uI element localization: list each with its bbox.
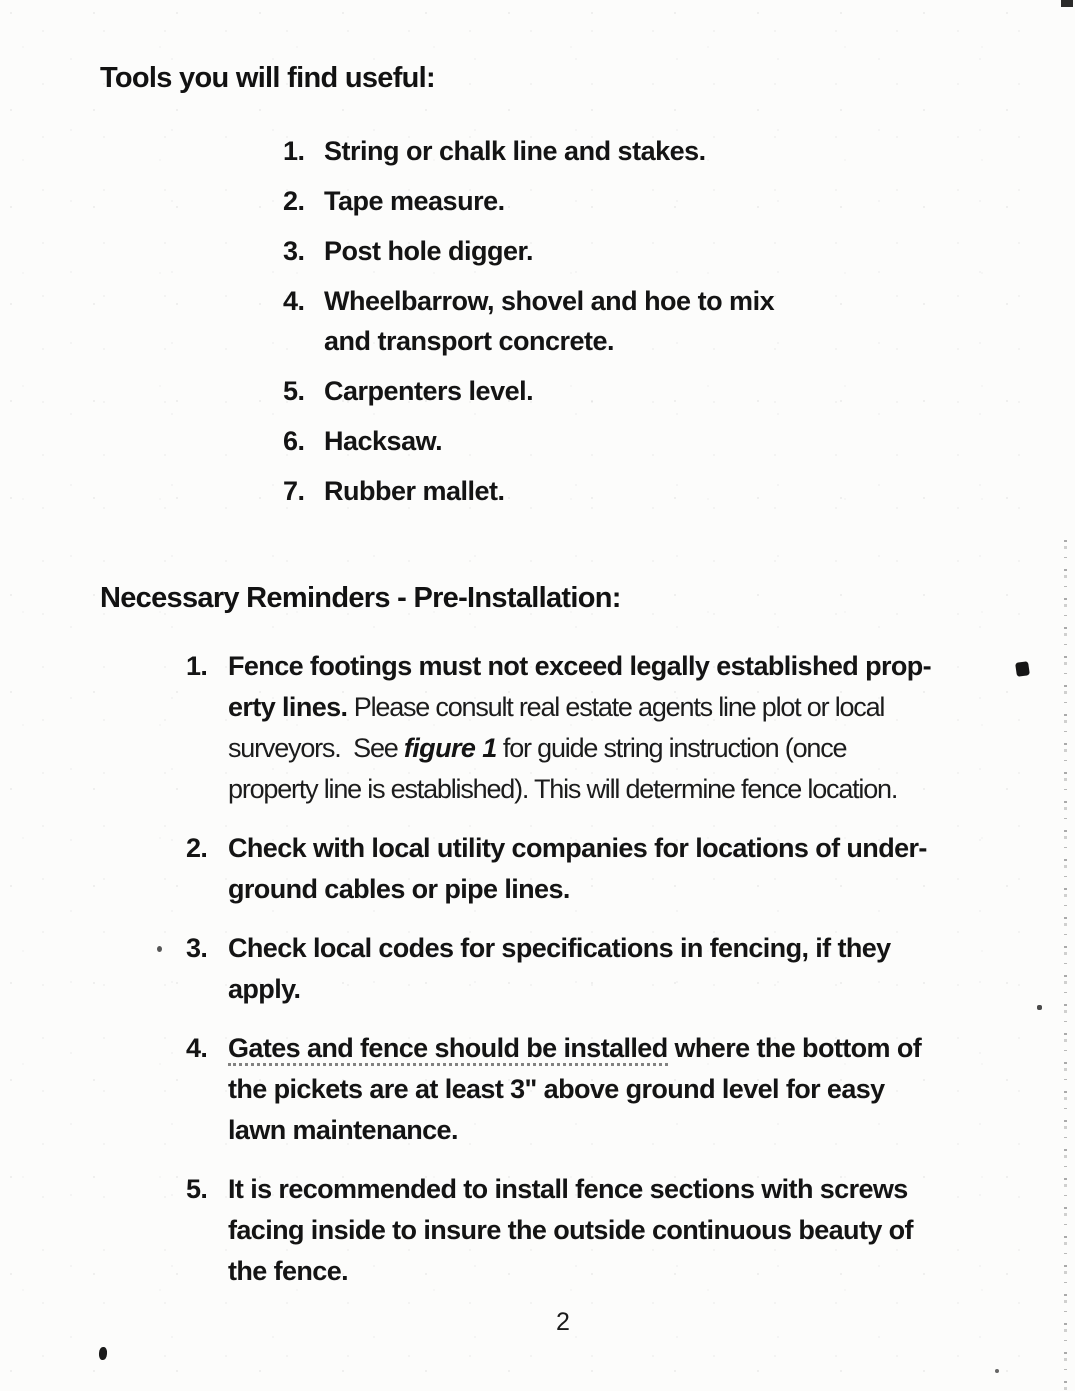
list-item-text: the fence. [228,1256,349,1286]
list-item-text: for guide string instruction (once [496,733,847,763]
list-item-text: and transport concrete. [324,326,615,356]
list-item-number: 3. [186,933,208,963]
list-item-text-bold: erty lines. [228,692,348,722]
reminders-list [186,646,1056,1310]
scan-artifact-speck [1037,1005,1042,1010]
scan-artifact-speck [99,1347,108,1361]
scan-artifact-corner-mark [1061,0,1073,7]
scan-artifact-speck [995,1369,999,1373]
list-item-text: surveyors. See [228,733,404,763]
list-item-text: Carpenters level. [324,376,534,406]
list-item [186,928,1056,1010]
tools-list [283,131,843,521]
list-item [186,646,1056,810]
list-item-text: It is recommended to install fence sections with screws [228,1174,908,1204]
list-item-number: 4. [283,286,305,316]
list-item-text: where the bottom of [667,1033,922,1063]
list-item-text: String or chalk line and stakes. [324,136,706,166]
list-item-text: facing inside to insure the outside continuous beauty of [228,1215,913,1245]
list-item-text: Wheelbarrow, shovel and hoe to mix [324,286,775,316]
list-item-text: ground cables or pipe lines. [228,874,570,904]
list-item-text: Please consult real estate agents line plot or local [347,692,885,722]
list-item-number: 5. [186,1174,208,1204]
list-item-text: Check local codes for specifications in fencing, if they [228,933,891,963]
tools-section-heading: Tools you will find useful: [100,62,435,94]
list-item-text: Fence footings must not exceed legally established prop- [228,651,932,681]
list-item-number: 6. [283,426,305,456]
list-item-text: Check with local utility companies for locations of under- [228,833,927,863]
list-item-number: 1. [283,136,305,166]
list-item [186,828,1056,910]
list-item-text: property line is established). This will determine fence location. [228,774,898,804]
list-item [283,371,843,411]
scan-artifact-right-edge [1064,540,1067,1391]
list-item-text: Tape measure. [324,186,505,216]
list-item-text: Hacksaw. [324,426,443,456]
list-item-text-underlined: Gates and fence should be installed [228,1033,668,1066]
reminders-section-heading: Necessary Reminders - Pre-Installation: [100,582,621,614]
list-item [283,181,843,221]
list-item-text: apply. [228,974,301,1004]
list-item-text: Rubber mallet. [324,476,505,506]
list-item [283,471,843,511]
list-item-text: the pickets are at least 3" above ground level for easy [228,1074,885,1104]
list-item [283,421,843,461]
list-item-text: Post hole digger. [324,236,534,266]
page-number: 2 [556,1308,570,1336]
list-item-number: 4. [186,1033,208,1063]
list-item-number: 7. [283,476,305,506]
list-item-number: 5. [283,376,305,406]
scan-artifact-ink-blob [1015,661,1030,677]
list-item-number: 1. [186,651,208,681]
list-item [283,231,843,271]
list-item-number: 2. [283,186,305,216]
list-item [186,1028,1056,1151]
list-item-text: lawn maintenance. [228,1115,458,1145]
list-item [186,1169,1056,1292]
list-item [283,131,843,171]
list-item-number: 2. [186,833,208,863]
list-item-number: 3. [283,236,305,266]
list-item [283,281,843,361]
scan-artifact-speck [157,946,162,952]
figure-reference: figure 1 [403,733,497,763]
